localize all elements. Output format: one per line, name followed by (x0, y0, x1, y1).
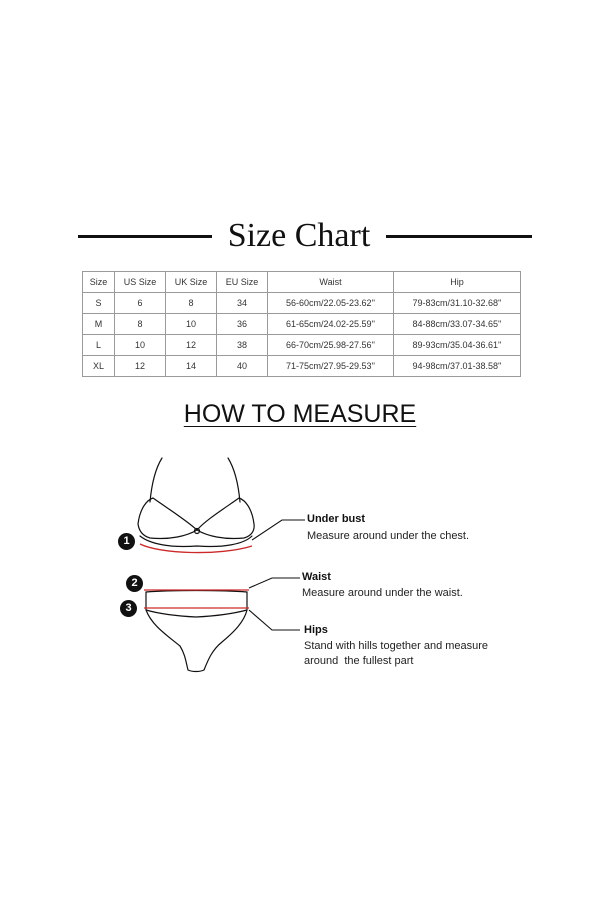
cell-uk: 14 (166, 356, 217, 377)
title-rule-left (78, 235, 212, 238)
cell-us: 12 (115, 356, 166, 377)
bra-cup-left (138, 498, 197, 539)
title-rule-right (386, 235, 532, 238)
cell-us: 10 (115, 335, 166, 356)
table-row (83, 314, 521, 335)
bra-strap-left (150, 458, 162, 502)
cell-eu: 36 (217, 314, 268, 335)
cell-hip: 89-93cm/35.04-36.61'' (394, 335, 521, 356)
step-3-badge: 3 (120, 600, 137, 617)
cell-us: 6 (115, 293, 166, 314)
under-bust-measure-line (140, 544, 252, 553)
hips-desc-line1: Stand with hills together and measure (304, 640, 489, 652)
how-to-measure-heading: HOW TO MEASURE (183, 400, 417, 428)
cell-eu: 38 (217, 335, 268, 356)
table-header-row (83, 272, 521, 293)
cell-hip: 84-88cm/33.07-34.65'' (394, 314, 521, 335)
cell-waist: 56-60cm/22.05-23.62'' (268, 293, 394, 314)
step-1-badge: 1 (118, 533, 135, 550)
cell-waist: 61-65cm/24.02-25.59'' (268, 314, 394, 335)
under-bust-leader (252, 520, 305, 540)
cell-size: XL (83, 356, 115, 377)
cell-size: L (83, 335, 115, 356)
cell-uk: 10 (166, 314, 217, 335)
under-bust-label: Under bust (307, 513, 366, 525)
waist-label: Waist (302, 571, 331, 583)
cell-hip: 79-83cm/31.10-32.68'' (394, 293, 521, 314)
cell-size: S (83, 293, 115, 314)
size-table (82, 271, 521, 377)
table-row (83, 293, 521, 314)
col-header-size: Size (83, 272, 115, 293)
cell-size: M (83, 314, 115, 335)
step-2-badge: 2 (126, 575, 143, 592)
cell-hip: 94-98cm/37.01-38.58'' (394, 356, 521, 377)
bikini-measure-illustration (0, 440, 600, 680)
col-header-uk-size: UK Size (166, 272, 217, 293)
bra-cup-right (197, 498, 254, 539)
hips-desc-line2: around the fullest part (304, 655, 414, 667)
size-chart-header (0, 212, 600, 260)
col-header-hip: Hip (394, 272, 521, 293)
cell-uk: 12 (166, 335, 217, 356)
cell-waist: 66-70cm/25.98-27.56'' (268, 335, 394, 356)
table-row (83, 335, 521, 356)
waist-desc: Measure around under the waist. (302, 587, 463, 599)
bikini-waistband (146, 591, 247, 593)
waist-leader (249, 578, 300, 588)
cell-us: 8 (115, 314, 166, 335)
col-header-us-size: US Size (115, 272, 166, 293)
cell-eu: 34 (217, 293, 268, 314)
bra-strap-right (228, 458, 240, 502)
cell-uk: 8 (166, 293, 217, 314)
table-row (83, 356, 521, 377)
under-bust-desc: Measure around under the chest. (307, 530, 470, 542)
hips-label: Hips (304, 624, 328, 636)
bra-band (140, 536, 252, 547)
cell-eu: 40 (217, 356, 268, 377)
col-header-eu-size: EU Size (217, 272, 268, 293)
hips-leader (249, 610, 300, 630)
col-header-waist: Waist (268, 272, 394, 293)
bikini-bottom-outline (146, 592, 247, 672)
cell-waist: 71-75cm/27.95-29.53'' (268, 356, 394, 377)
page-title: Size Chart (227, 217, 371, 254)
